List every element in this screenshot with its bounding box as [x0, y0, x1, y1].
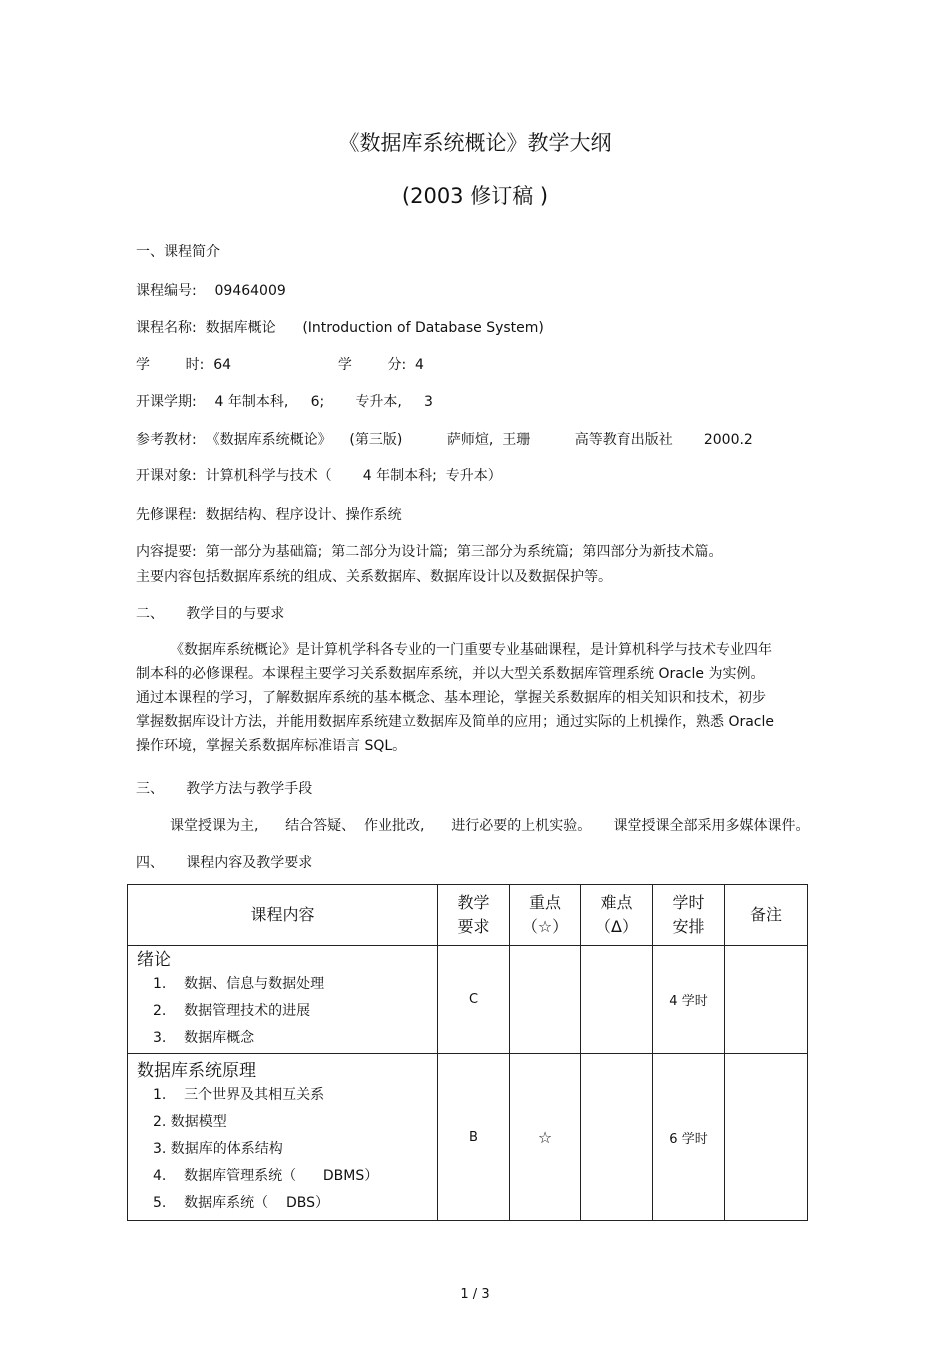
course-hours-credits: 学 时: 64 学 分: 4: [136, 357, 424, 373]
header-hours: [653, 885, 725, 946]
row-title: 数据库系统原理: [137, 1060, 256, 1081]
doc-title: 《数据库系统概论》教学大纲: [338, 131, 612, 155]
row-title: 绪论: [137, 950, 171, 970]
row-item: 2. 数据模型: [153, 1113, 227, 1130]
row-difficulty: [581, 1054, 653, 1221]
section4-heading: 四、 课程内容及教学要求: [136, 855, 313, 871]
section2-heading: 二、 教学目的与要求: [136, 606, 285, 622]
course-summary-2: 主要内容包括数据库系统的组成、关系数据库、数据库设计以及数据保护等。: [136, 569, 612, 585]
section2-body: [136, 638, 776, 758]
header-difficulty-line2: （Δ）: [595, 917, 638, 936]
table-row: [128, 1054, 808, 1221]
doc-subtitle: (2003 修订稿 ): [401, 184, 549, 208]
course-prereq: 先修课程: 数据结构、程序设计、操作系统: [136, 507, 402, 523]
course-term: 开课学期: 4 年制本科, 6; 专升本, 3: [136, 394, 433, 410]
course-name: 课程名称: 数据库概论 (Introduction of Database System): [136, 320, 544, 336]
page-number: 1 / 3: [460, 1287, 490, 1302]
course-textbook: 参考教材: 《数据库系统概论》 (第三版) 萨师煊, 王珊 高等教育出版社 2000.2: [136, 432, 753, 448]
row-key: ☆: [510, 1054, 581, 1221]
row-content: [128, 946, 438, 1054]
section3-body: 课堂授课为主, 结合答疑、 作业批改, 进行必要的上机实验。 课堂授课全部采用多媒体课件。: [170, 818, 810, 834]
header-requirement: [438, 885, 510, 946]
row-item: 5. 数据库系统（ DBS）: [153, 1194, 329, 1211]
section1-heading: 一、课程简介: [136, 244, 220, 260]
row-key: [510, 946, 581, 1054]
row-item: 3. 数据库的体系结构: [153, 1140, 283, 1157]
header-key-line2: （☆）: [521, 917, 569, 936]
table-row: [128, 946, 808, 1054]
row-item: 2. 数据管理技术的进展: [153, 1003, 311, 1019]
row-difficulty: [581, 946, 653, 1054]
course-content-table: [127, 884, 808, 1221]
header-key-points: [510, 885, 581, 946]
header-requirement-line2: 要求: [457, 917, 490, 936]
header-key-line1: 重点: [528, 893, 561, 912]
table-header-row: [128, 885, 808, 946]
course-code: 课程编号: 09464009: [136, 283, 286, 299]
row-requirement: B: [438, 1054, 510, 1221]
header-requirement-line1: 教学: [457, 893, 490, 912]
row-requirement: C: [438, 946, 510, 1054]
course-summary-1: 内容提要: 第一部分为基础篇; 第二部分为设计篇; 第三部分为系统篇; 第四部分为新技术篇。: [136, 544, 723, 560]
header-note: 备注: [725, 885, 808, 946]
header-difficulty-line1: 难点: [600, 893, 633, 912]
header-difficulty: [581, 885, 653, 946]
row-item: 1. 数据、信息与数据处理: [153, 976, 325, 992]
row-hours: 6 学时: [653, 1054, 725, 1221]
header-content: 课程内容: [128, 885, 438, 946]
section3-heading: 三、 教学方法与教学手段: [136, 781, 313, 797]
row-content: [128, 1054, 438, 1221]
header-hours-line1: 学时: [672, 893, 705, 912]
row-note: [725, 1054, 808, 1221]
header-hours-line2: 安排: [672, 917, 705, 936]
row-item: 4. 数据库管理系统（ DBMS）: [153, 1167, 379, 1184]
row-item: 3. 数据库概念: [153, 1030, 255, 1046]
course-audience: 开课对象: 计算机科学与技术（ 4 年制本科; 专升本）: [136, 468, 502, 484]
row-note: [725, 946, 808, 1054]
row-hours: 4 学时: [653, 946, 725, 1054]
section2-paragraph: 《数据库系统概论》是计算机学科各专业的一门重要专业基础课程，是计算机科学与技术专业四年制本科的必修课程。本课程主要学习关系数据库系统，并以大型关系数据库管理系统 Oracle 为实例。通过本课程的学习，了解数据库系统的基本概念、基本理论，掌握关系数据库的相关知识和技术，初步掌握数据库设计方法，并能用数据库系统建立数据库及简单的应用；通过实际的上机操作，熟悉 Oracle 操作环境，掌握关系数据库标准语言 SQL。: [136, 642, 775, 754]
row-item: 1. 三个世界及其相互关系: [153, 1086, 325, 1103]
